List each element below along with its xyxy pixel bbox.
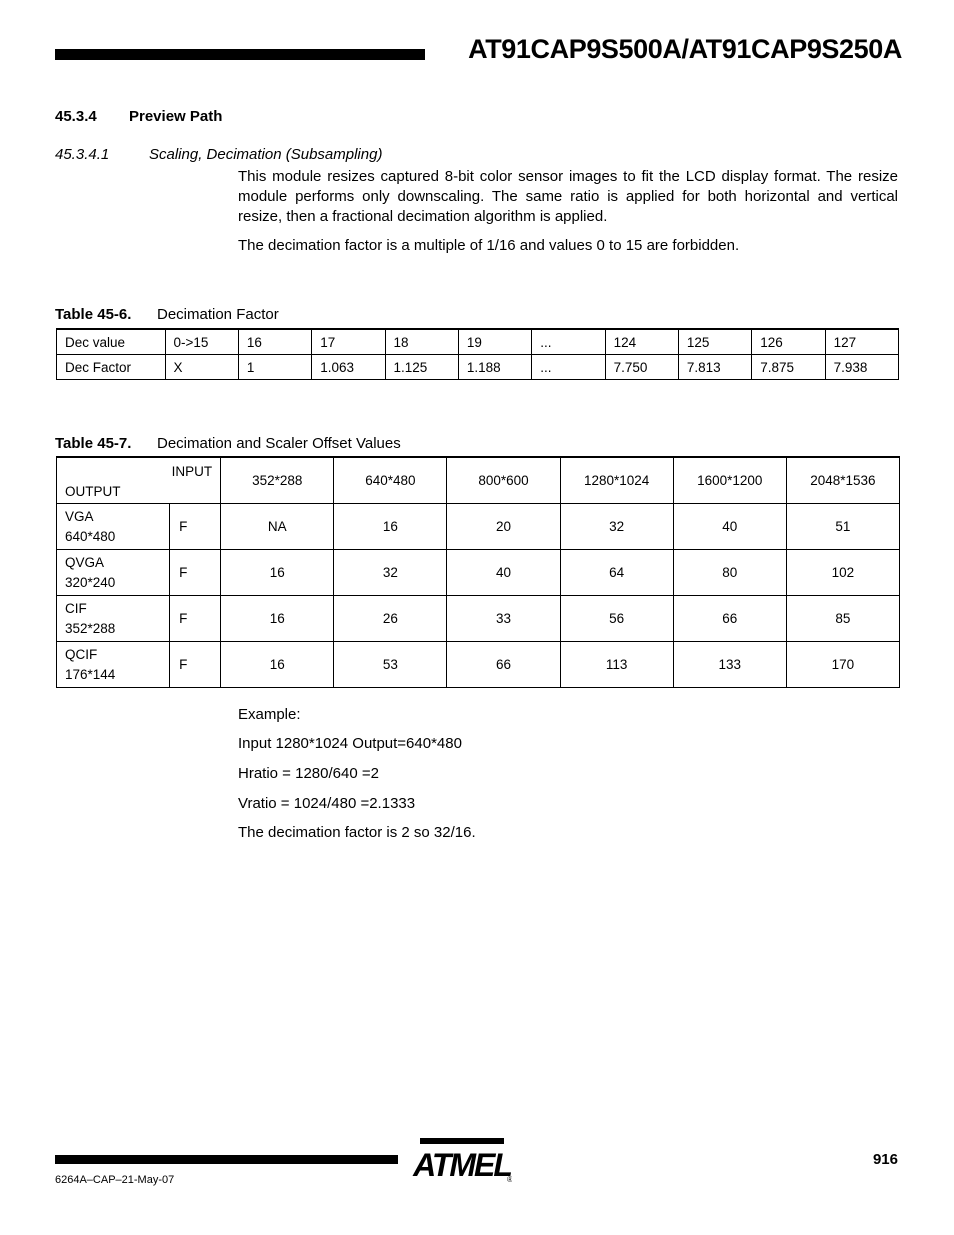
table2-cell: 16 bbox=[334, 504, 447, 550]
table2-column-header: 2048*1536 bbox=[786, 457, 899, 504]
table2-cell: 64 bbox=[560, 550, 673, 596]
table1-caption-number: Table 45-6. bbox=[55, 306, 132, 323]
table1-cell: 124 bbox=[605, 329, 678, 355]
table2-header-row bbox=[57, 457, 900, 504]
table2-cell: 20 bbox=[447, 504, 560, 550]
table2-column-header: 1600*1200 bbox=[673, 457, 786, 504]
decimation-factor-table bbox=[56, 328, 899, 380]
table2-cell: 66 bbox=[447, 642, 560, 688]
table2-caption bbox=[55, 435, 401, 453]
subsection-number: 45.3.4.1 bbox=[55, 146, 110, 163]
table2-row bbox=[57, 642, 900, 688]
table1-cell: 16 bbox=[238, 329, 311, 355]
table1-cell: ... bbox=[532, 355, 605, 380]
table1-row-label: Dec value bbox=[57, 329, 166, 355]
table2-row-format: VGA bbox=[65, 508, 94, 524]
table1-cell: 18 bbox=[385, 329, 458, 355]
example-line: Vratio = 1024/480 =2.1333 bbox=[238, 795, 416, 812]
table2-row-label bbox=[57, 504, 170, 550]
table2-cell: 40 bbox=[673, 504, 786, 550]
atmel-logo bbox=[412, 1136, 512, 1189]
table2-corner-output: OUTPUT bbox=[65, 484, 121, 499]
document-code: 6264A–CAP–21-May-07 bbox=[55, 1174, 175, 1186]
atmel-logo-text: ATMEL bbox=[413, 1147, 511, 1183]
table1-row-label: Dec Factor bbox=[57, 355, 166, 380]
example-line: Input 1280*1024 Output=640*480 bbox=[238, 735, 462, 752]
table2-column-header: 1280*1024 bbox=[560, 457, 673, 504]
table2-caption-number: Table 45-7. bbox=[55, 435, 132, 452]
paragraph-resize: This module resizes captured 8-bit color sensor images to fit the LCD display format. The resize module performs only downscaling. The same ratio is applied for both horizontal and vertical resize, then a fractional decimation algorithm is applied. bbox=[238, 168, 898, 225]
table2-cell: 16 bbox=[221, 642, 334, 688]
table1-cell: 0->15 bbox=[165, 329, 238, 355]
page-number: 916 bbox=[872, 1151, 898, 1168]
table2-row-flag: F bbox=[170, 504, 221, 550]
table1-cell: 125 bbox=[678, 329, 751, 355]
table1-cell: 7.750 bbox=[605, 355, 678, 380]
table1-cell: 127 bbox=[825, 329, 898, 355]
table2-row bbox=[57, 504, 900, 550]
section-number: 45.3.4 bbox=[55, 108, 97, 125]
table2-row bbox=[57, 596, 900, 642]
table1-cell: 7.938 bbox=[825, 355, 898, 380]
table1-cell: 19 bbox=[458, 329, 531, 355]
table2-cell: 16 bbox=[221, 596, 334, 642]
table2-cell: NA bbox=[221, 504, 334, 550]
table2-row-label bbox=[57, 642, 170, 688]
table2-cell: 16 bbox=[221, 550, 334, 596]
table1-cell: 17 bbox=[312, 329, 385, 355]
table2-column-header: 352*288 bbox=[221, 457, 334, 504]
table2-row-flag: F bbox=[170, 550, 221, 596]
table2-cell: 170 bbox=[786, 642, 899, 688]
document-title: AT91CAP9S500A/AT91CAP9S250A bbox=[468, 34, 902, 64]
table1-cell: 1.188 bbox=[458, 355, 531, 380]
table1-cell: 1.063 bbox=[312, 355, 385, 380]
table2-row-resolution: 320*240 bbox=[65, 574, 116, 590]
section-title: Preview Path bbox=[129, 108, 223, 125]
table2-cell: 53 bbox=[334, 642, 447, 688]
table2-column-header: 800*600 bbox=[447, 457, 560, 504]
table2-cell: 66 bbox=[673, 596, 786, 642]
table1-cell: 126 bbox=[752, 329, 825, 355]
table2-row-format: QVGA bbox=[65, 554, 105, 570]
table2-corner-cell bbox=[57, 457, 221, 504]
table1-cell: 7.875 bbox=[752, 355, 825, 380]
table2-row-resolution: 176*144 bbox=[65, 666, 116, 682]
table2-row-flag: F bbox=[170, 642, 221, 688]
table1-cell: 7.813 bbox=[678, 355, 751, 380]
atmel-logo-graphic bbox=[412, 1136, 512, 1184]
table2-cell: 40 bbox=[447, 550, 560, 596]
table2-cell: 133 bbox=[673, 642, 786, 688]
table2-cell: 56 bbox=[560, 596, 673, 642]
header-rule bbox=[55, 49, 425, 60]
paragraph-decimation: The decimation factor is a multiple of 1/16 and values 0 to 15 are forbidden. bbox=[238, 237, 740, 254]
table2-cell: 32 bbox=[560, 504, 673, 550]
scaler-offset-table bbox=[56, 456, 900, 688]
subsection-title: Scaling, Decimation (Subsampling) bbox=[149, 146, 383, 163]
table2-row-label bbox=[57, 550, 170, 596]
table2-caption-title: Decimation and Scaler Offset Values bbox=[157, 435, 401, 452]
table2-row-format: QCIF bbox=[65, 646, 98, 662]
table1-cell: 1.125 bbox=[385, 355, 458, 380]
table2-cell: 26 bbox=[334, 596, 447, 642]
table2-cell: 33 bbox=[447, 596, 560, 642]
table2-row-resolution: 640*480 bbox=[65, 528, 116, 544]
table1-cell: 1 bbox=[238, 355, 311, 380]
registered-mark: ® bbox=[507, 1175, 512, 1184]
table2-row-label bbox=[57, 596, 170, 642]
table2-cell: 32 bbox=[334, 550, 447, 596]
table1-caption-title: Decimation Factor bbox=[157, 306, 279, 323]
table2-cell: 102 bbox=[786, 550, 899, 596]
table2-corner-input: INPUT bbox=[171, 464, 213, 479]
table1-cell: ... bbox=[532, 329, 605, 355]
example-line: The decimation factor is 2 so 32/16. bbox=[238, 824, 476, 841]
table2-row bbox=[57, 550, 900, 596]
footer-rule bbox=[55, 1155, 398, 1164]
table1-row bbox=[57, 355, 899, 380]
table1-caption bbox=[55, 306, 279, 324]
table2-row-format: CIF bbox=[65, 600, 87, 616]
table2-cell: 113 bbox=[560, 642, 673, 688]
table1-row bbox=[57, 329, 899, 355]
table2-cell: 85 bbox=[786, 596, 899, 642]
table2-cell: 80 bbox=[673, 550, 786, 596]
example-line: Hratio = 1280/640 =2 bbox=[238, 765, 379, 782]
table2-row-flag: F bbox=[170, 596, 221, 642]
table2-cell: 51 bbox=[786, 504, 899, 550]
table2-row-resolution: 352*288 bbox=[65, 620, 116, 636]
example-line: Example: bbox=[238, 706, 301, 723]
table1-cell: X bbox=[165, 355, 238, 380]
table2-column-header: 640*480 bbox=[334, 457, 447, 504]
